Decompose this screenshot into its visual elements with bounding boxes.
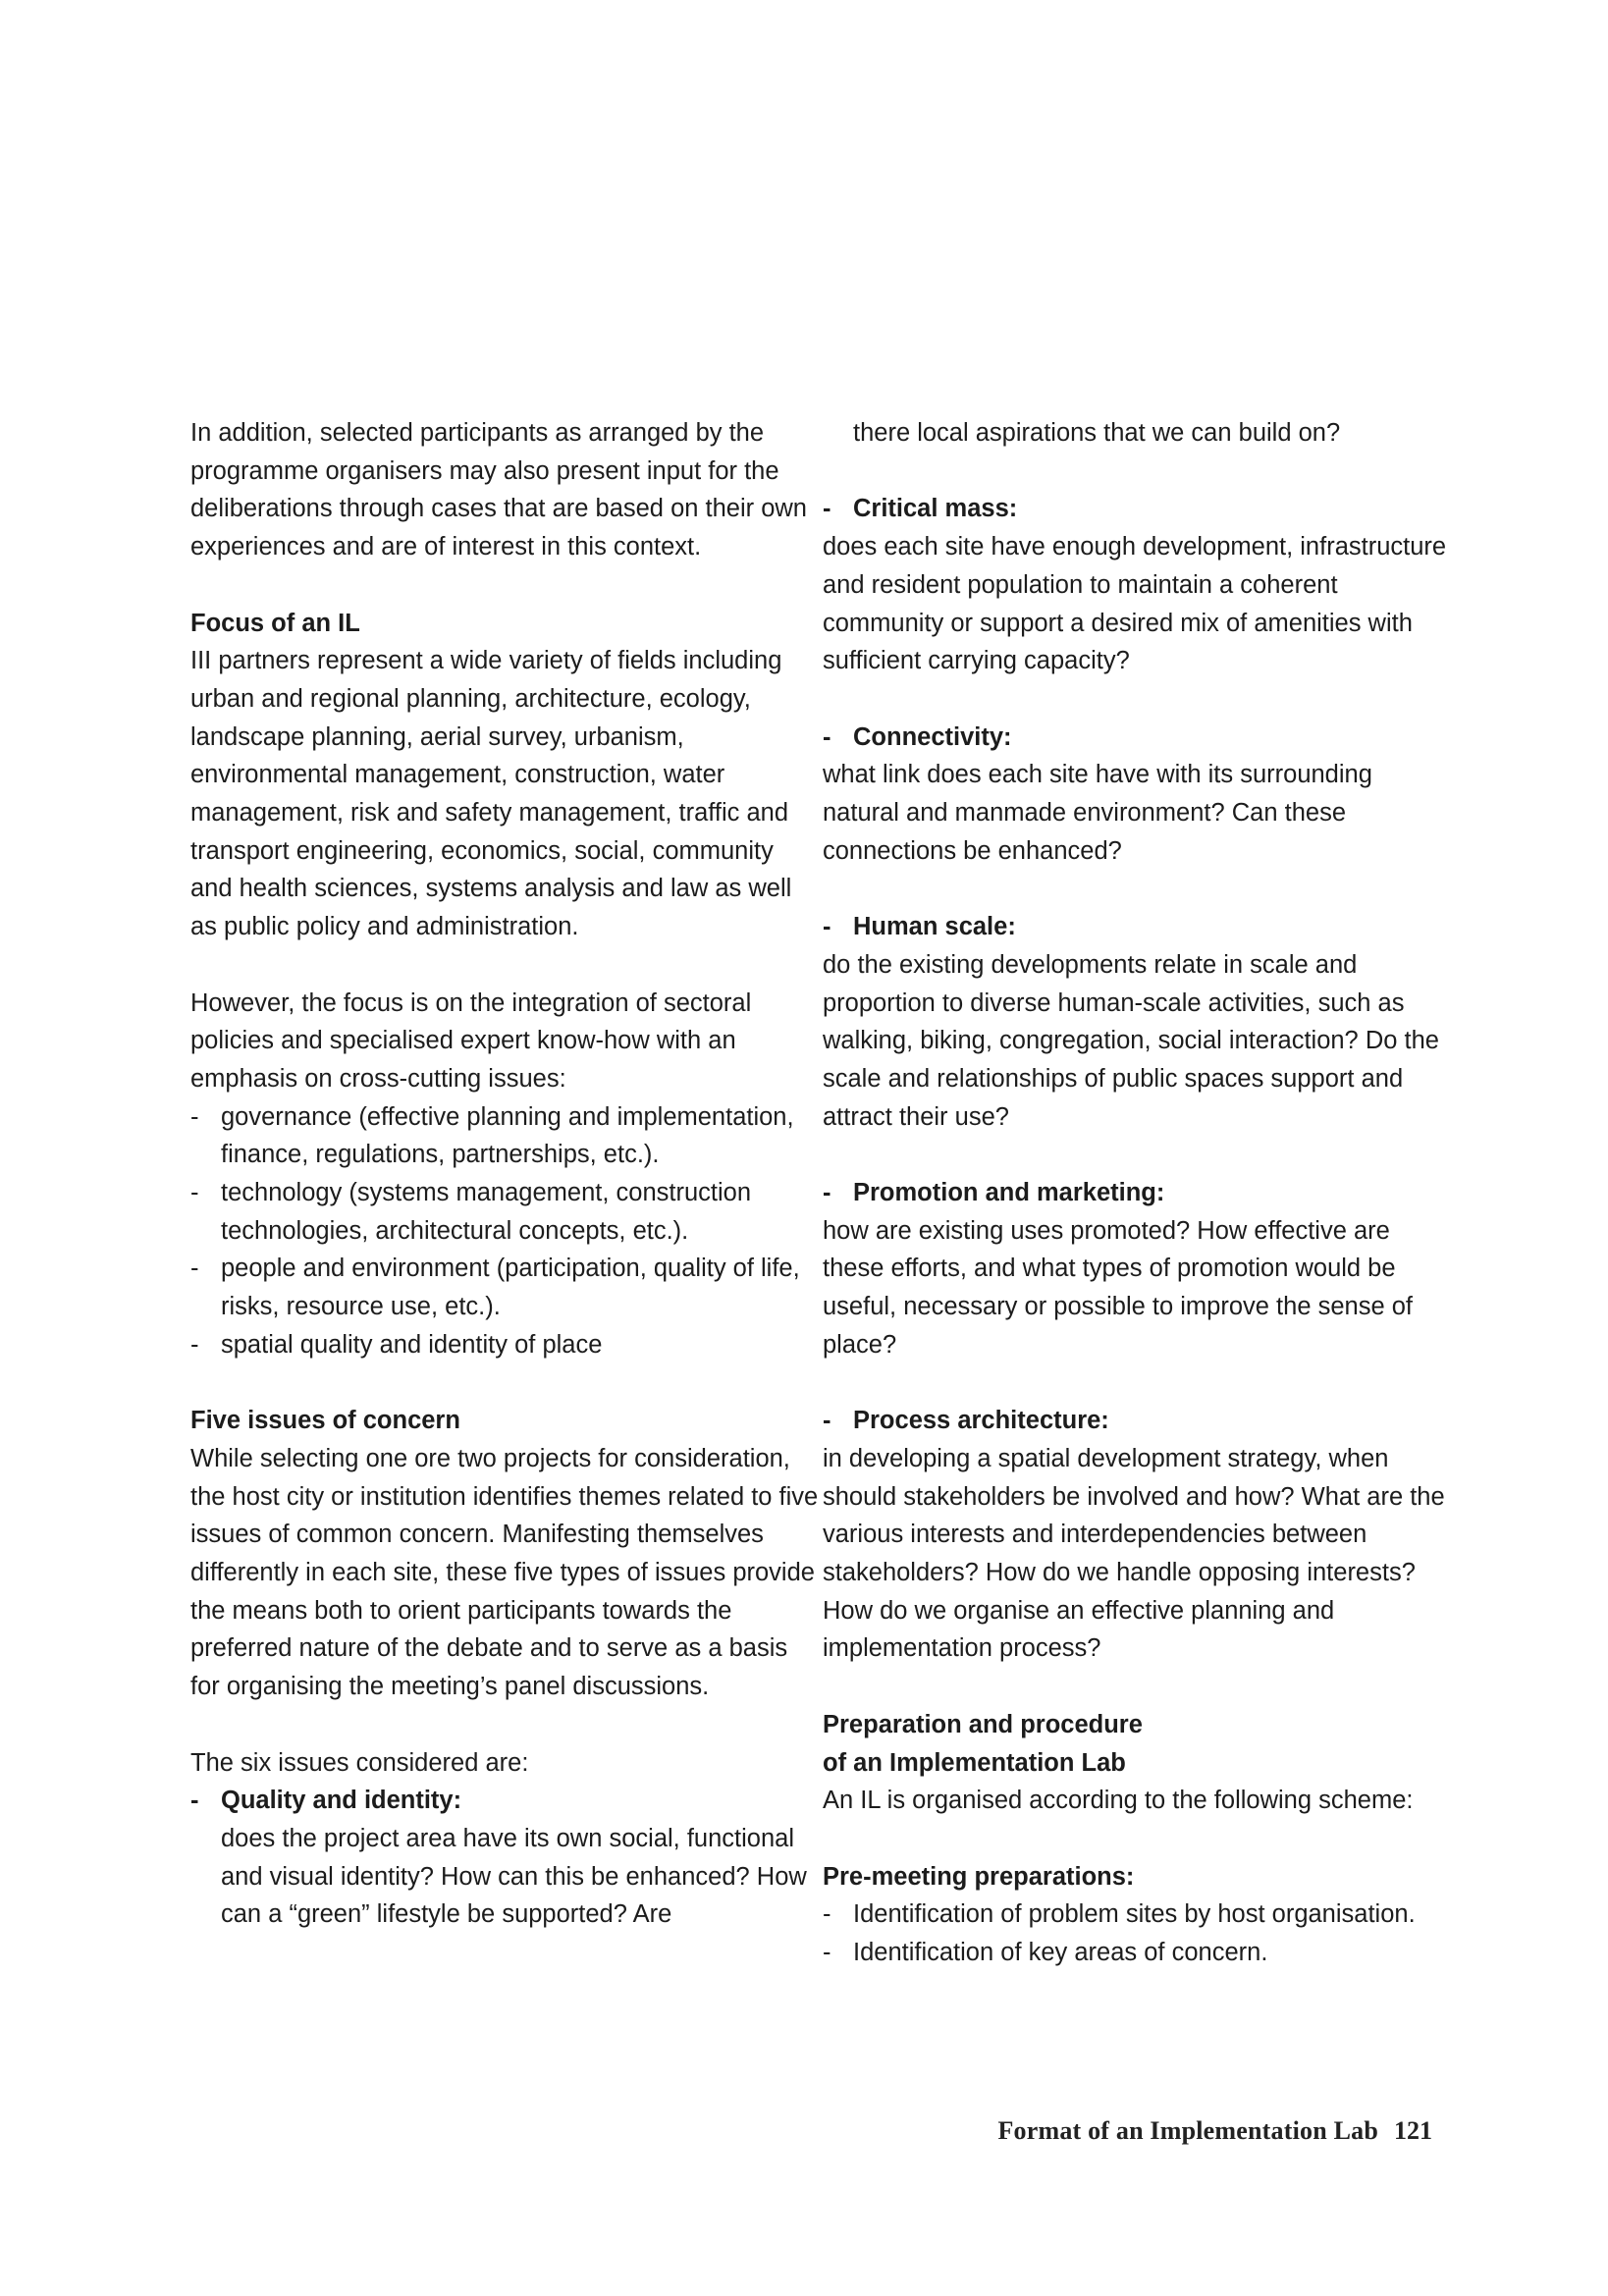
issue-heading: - Process architecture: (823, 1402, 1451, 1440)
list-item: - Identification of key areas of concern. (823, 1934, 1451, 1972)
preparation-heading-line-2: of an Implementation Lab (823, 1748, 1126, 1777)
list-item: - people and environment (participation, quality of life, risks, resource use, etc.). (190, 1250, 819, 1325)
focus-heading: Focus of an IL (190, 609, 360, 637)
quality-heading: - Quality and identity: (190, 1782, 819, 1820)
issue-body: how are existing uses promoted? How effective are these efforts, and what types of promotion would be useful, necessary or possible to improve the sense of place? (823, 1216, 1413, 1359)
preparation-heading-line-1: Preparation and procedure (823, 1710, 1143, 1738)
list-item: - Identification of problem sites by host organisation. (823, 1896, 1451, 1934)
issue-body: does each site have enough development, infrastructure and resident population to maintain a coherent community or support a desired mix of amenities with sufficient carrying capacity? (823, 533, 1447, 675)
running-title: Format of an Implementation Lab (997, 2116, 1378, 2145)
cross-cutting-list (190, 1098, 819, 1364)
quality-body: does the project area have its own social, functional and visual identity? How can this be enhanced? How can a “green” lifestyle be supported? Are (221, 1824, 807, 1929)
intro-paragraph: In addition, selected participants as arranged by the programme organisers may also present input for the deliberations through cases that are based on their own experiences and are of interest in this context. (190, 419, 807, 561)
issue-body: do the existing developments relate in scale and proportion to diverse human-scale activities, such as walking, biking, congregation, social interaction? Do the scale and relationships of public spaces support and attract their use? (823, 950, 1439, 1131)
issue-heading: - Promotion and marketing: (823, 1174, 1451, 1212)
however-paragraph: However, the focus is on the integration of sectoral policies and specialised expert know-how with an emphasis on cross-cutting issues: (190, 988, 752, 1093)
issue-heading: - Connectivity: (823, 719, 1451, 757)
page-number: 121 (1394, 2116, 1432, 2145)
five-issues-paragraph: While selecting one ore two projects for consideration, the host city or institution identifies themes related to five issues of common concern. Manifesting themselves differently in each site, these five types of issues provide the means both to orient participants towards the preferred nature of the debate and to serve as a basis for organising the meeting’s panel discussions. (190, 1444, 819, 1701)
list-item: - technology (systems management, construction technologies, architectural concepts, etc.). (190, 1174, 819, 1250)
issue-heading: - Human scale: (823, 908, 1451, 946)
issue-body: what link does each site have with its surrounding natural and manmade environment? Can these connections be enhanced? (823, 761, 1372, 865)
premeeting-heading: Pre-meeting preparations: (823, 1862, 1135, 1891)
preparation-body: An IL is organised according to the following scheme: (823, 1787, 1414, 1815)
right-column (823, 414, 1451, 1972)
issue-body: in developing a spatial development strategy, when should stakeholders be involved and how? What are the various interests and interdependencies between stakeholders? How do we handle opposing interests? How do we organise an effective planning and implementation process? (823, 1444, 1445, 1663)
six-issues-intro: The six issues considered are: (190, 1748, 529, 1777)
five-issues-heading: Five issues of concern (190, 1407, 460, 1435)
quality-continued: there local aspirations that we can build on? (853, 419, 1341, 447)
list-item: - governance (effective planning and implementation, finance, regulations, partnerships, etc.). (190, 1098, 819, 1174)
page-footer (997, 2116, 1432, 2146)
list-item: - spatial quality and identity of place (190, 1326, 819, 1364)
issue-heading: - Critical mass: (823, 490, 1451, 528)
premeeting-list (823, 1896, 1451, 1971)
left-column (190, 414, 819, 1934)
focus-paragraph: III partners represent a wide variety of fields including urban and regional planning, architecture, ecology, landscape planning, aerial survey, urbanism, environmental management, construction, water management, risk and safety management, traffic and transport engineering, economics, social, community and health sciences, systems analysis and law as well as public policy and administration. (190, 647, 792, 941)
